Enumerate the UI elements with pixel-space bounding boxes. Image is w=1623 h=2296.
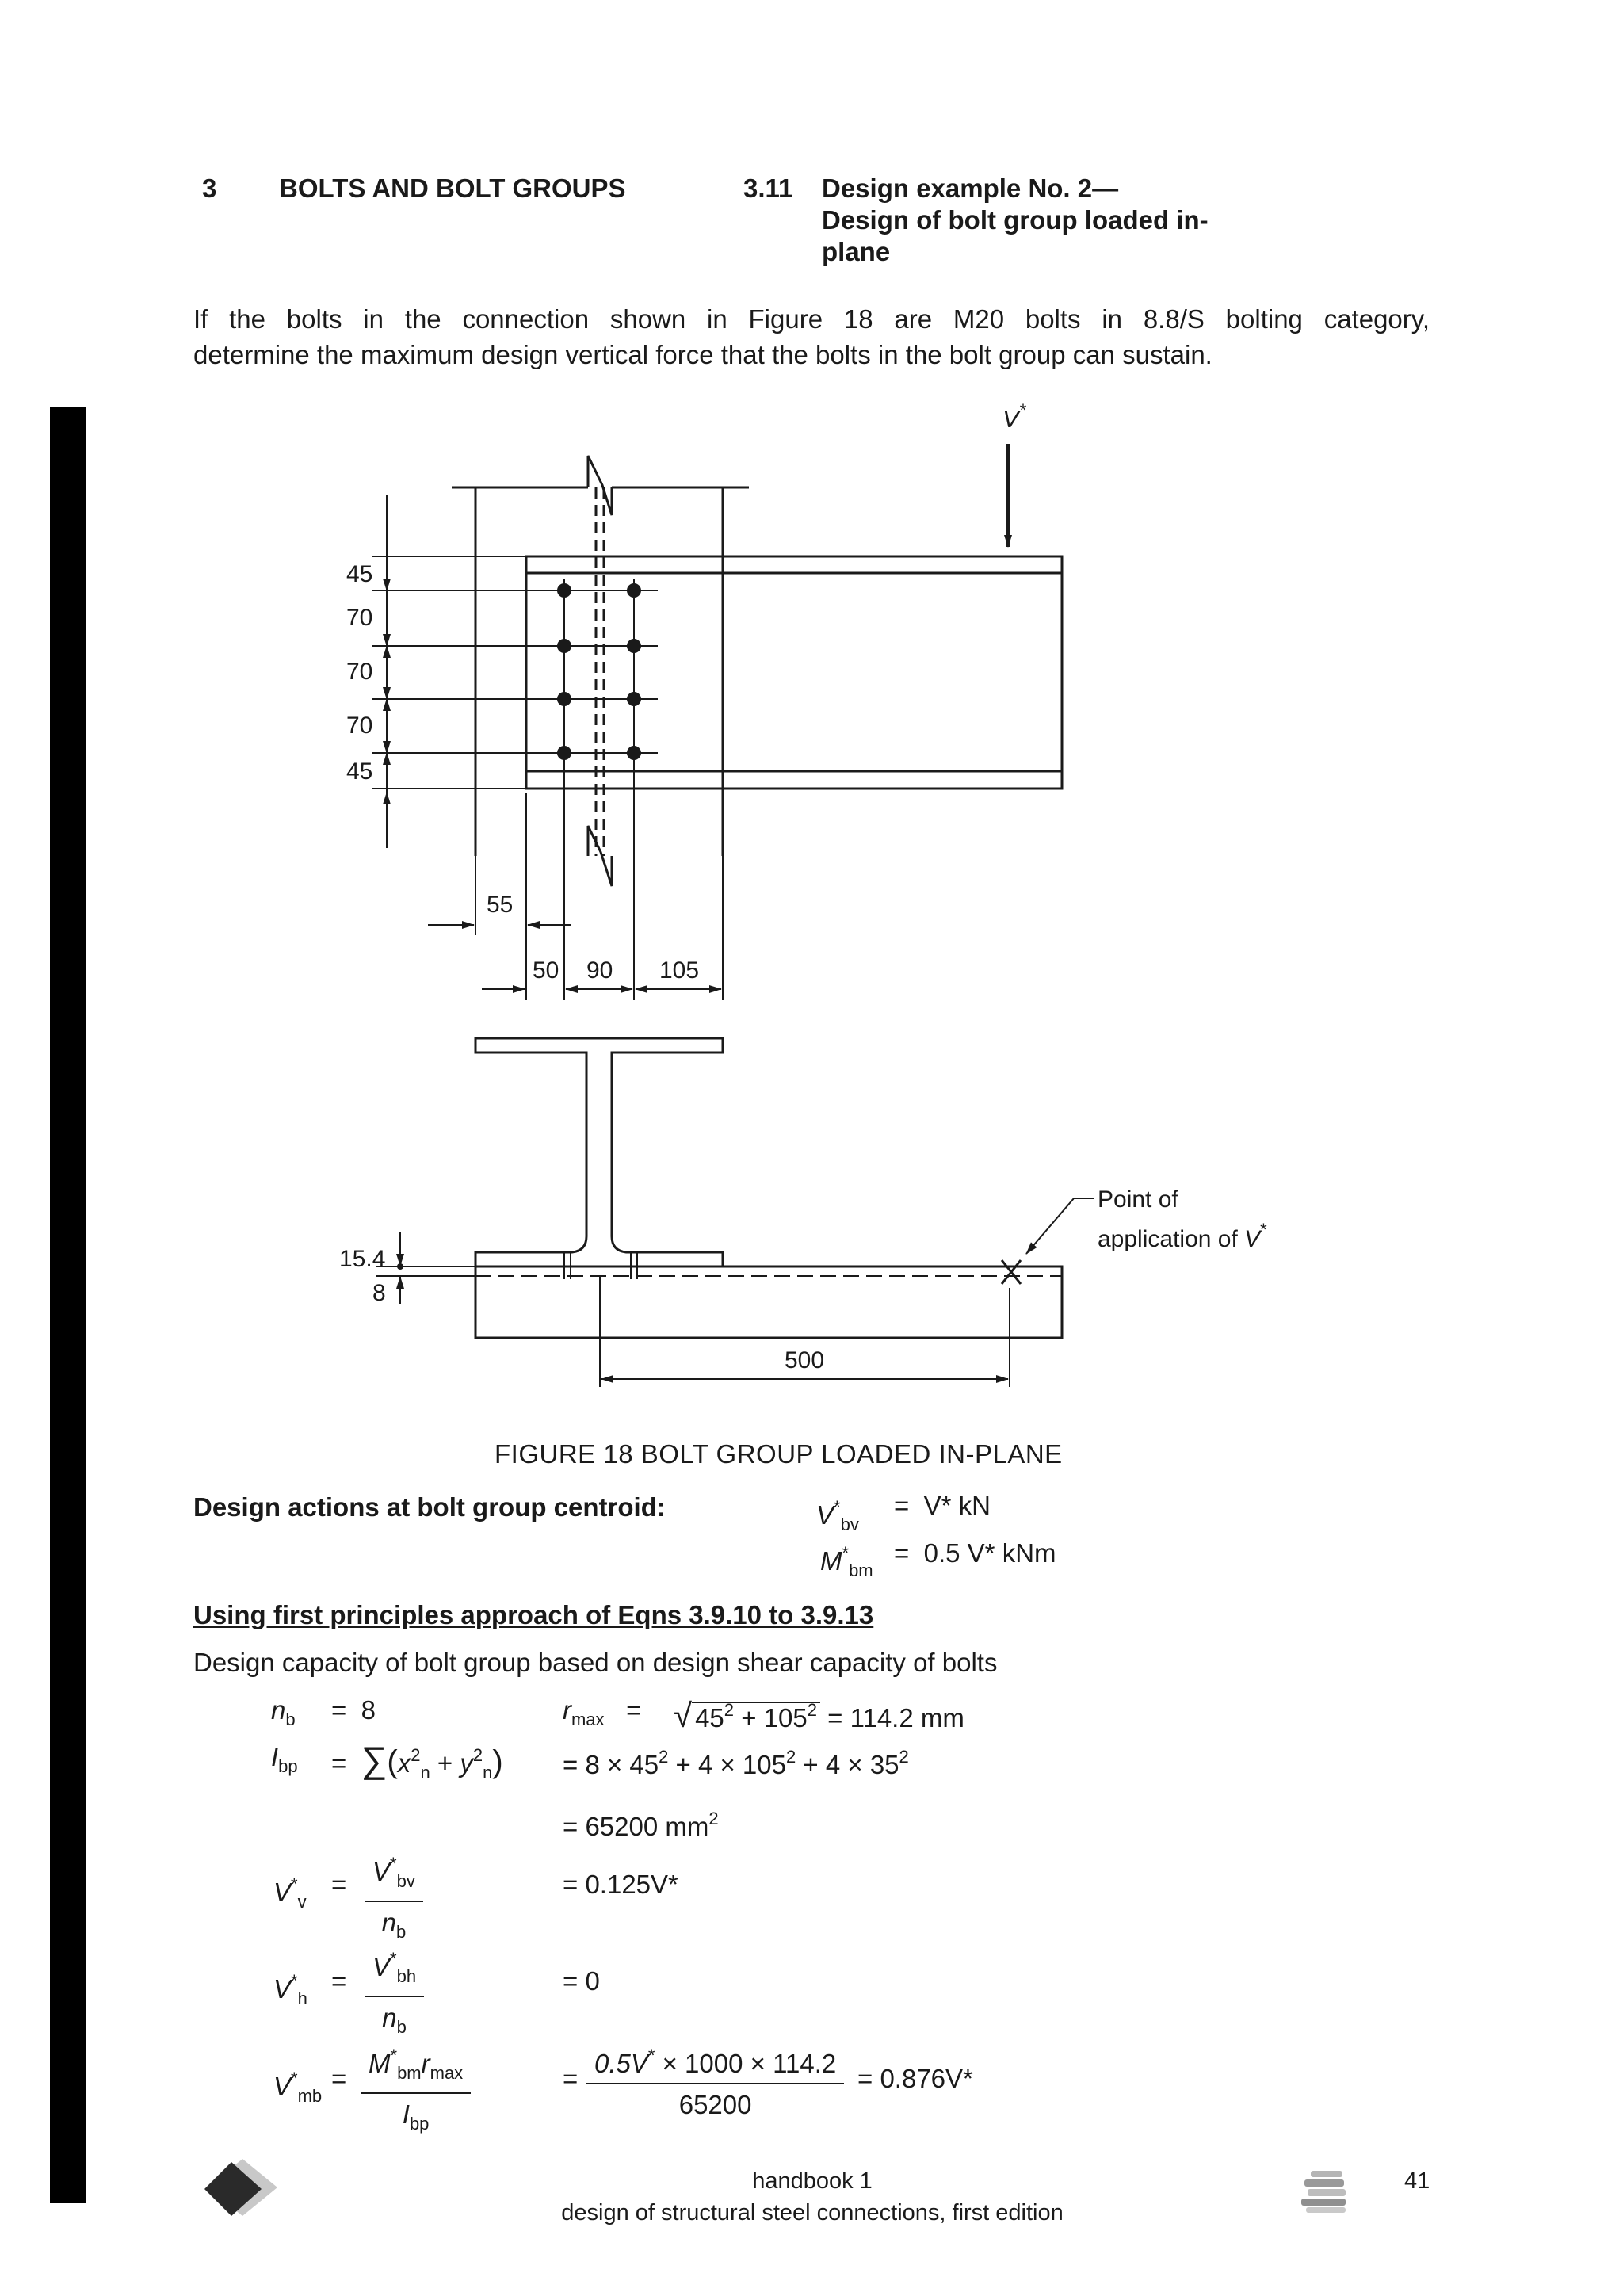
eq-nb-value: = 8	[331, 1695, 376, 1725]
break-line-top	[588, 456, 612, 515]
design-action-mbm: $M^*_{bm}$	[820, 1543, 873, 1580]
dim-55: 55	[487, 892, 514, 918]
footer-text	[475, 2165, 1149, 2229]
dim-90: 90	[586, 957, 613, 984]
dim-105: 105	[659, 957, 700, 984]
point-of-application-label: Point of application of V*	[1098, 1186, 1267, 1252]
eq-vmb-fraction: $\frac{M^*_{bm}r_{max}}{I_{bp}}$	[361, 2038, 471, 2141]
footer-line-1: handbook 1	[752, 2168, 873, 2194]
eq-vmb-calc-fraction: $\frac{0.5V^* \times 1000 \times 114.2}{65200}$	[586, 2038, 844, 2122]
eq-vv-equals: =	[331, 1870, 347, 1899]
eq-vv-fraction: $\frac{V^*_{bv}}{n_b}$	[365, 1847, 423, 1950]
eq-vmb-calc-equals: =	[563, 2064, 579, 2093]
eq-vh-result: = 0	[563, 1966, 600, 1996]
page-number: 41	[1404, 2168, 1430, 2194]
design-action-vbv-value: = V* kN	[894, 1491, 991, 1520]
intro-line-2: determine the maximum design vertical force that the bolts in the bolt group can sustain.	[193, 340, 1212, 369]
design-action-mbm-value: = 0.5 V* kNm	[894, 1538, 1056, 1568]
dim-v-1: 45	[346, 561, 373, 587]
eq-vh-fraction: $\frac{V^*_{bh}}{n_b}$	[365, 1942, 424, 2045]
break-line-bottom	[588, 826, 612, 886]
chapter-title: BOLTS AND BOLT GROUPS	[279, 174, 626, 203]
bolt-group	[557, 583, 641, 760]
eq-rmax-root: √ $45^2 + 105^2 = 114.2$ mm	[674, 1697, 964, 1734]
dim-50: 50	[533, 957, 559, 984]
dim-8: 8	[372, 1280, 386, 1306]
dim-v-5: 45	[346, 758, 373, 785]
book-stack-icon	[1296, 2169, 1352, 2214]
eq-nb: $n_b$	[271, 1695, 296, 1729]
eq-vmb-result: = 0.876V*	[857, 2064, 973, 2093]
eq-ibp-result: = 65200 $mm^2$	[563, 1809, 719, 1841]
method-heading: Using first principles approach of Eqns 3.9.10 to 3.9.13	[193, 1600, 874, 1629]
section-title-line-3: plane	[822, 237, 891, 266]
eq-vmb-equals: =	[331, 2064, 347, 2093]
eq-ibp: $I_{bp}$	[271, 1742, 298, 1776]
dim-v-3: 70	[346, 659, 373, 685]
design-actions-label: Design actions at bolt group centroid:	[193, 1492, 666, 1522]
chapter-number: 3	[202, 174, 217, 203]
eq-vv-result: = 0.125V*	[563, 1870, 678, 1899]
dim-15-4: 15.4	[339, 1246, 386, 1272]
design-action-vbv: $V^*_{bv}$	[816, 1497, 859, 1534]
section-title-line-1: Design example No. 2—	[822, 174, 1119, 203]
dim-500: 500	[785, 1347, 825, 1373]
section-number: 3.11	[743, 174, 793, 203]
eq-ibp-calc: = $8 \times 45^2 + 4 \times 105^2 + 4 \times 35^2$	[563, 1747, 909, 1779]
dim-v-4: 70	[346, 712, 373, 739]
eq-ibp-sum: = $\sum(x^2_n + y^2_n)$	[331, 1739, 503, 1782]
eq-vmb: $V^*_{mb}$	[273, 2069, 323, 2106]
column-cross-section	[475, 1038, 723, 1266]
intro-line-1: If the bolts in the connection shown in Figure 18 are M20 bolts in 8.8/S bolting category,	[193, 304, 1430, 334]
method-subtitle: Design capacity of bolt group based on design shear capacity of bolts	[193, 1648, 998, 1677]
eq-vv: $V^*_v$	[273, 1874, 307, 1912]
footer-line-2: design of structural steel connections, first edition	[561, 2200, 1064, 2225]
eq-vh-equals: =	[331, 1966, 347, 1996]
eq-vh: $V^*_h$	[273, 1971, 307, 2008]
load-label: V*	[1002, 400, 1026, 433]
dim-v-2: 70	[346, 605, 373, 631]
eq-rmax: $r_{max}$ =	[563, 1695, 642, 1729]
figure-caption: FIGURE 18 BOLT GROUP LOADED IN-PLANE	[495, 1439, 1063, 1469]
section-title-line-2: Design of bolt group loaded in-	[822, 205, 1209, 235]
publisher-logo	[204, 2157, 281, 2219]
